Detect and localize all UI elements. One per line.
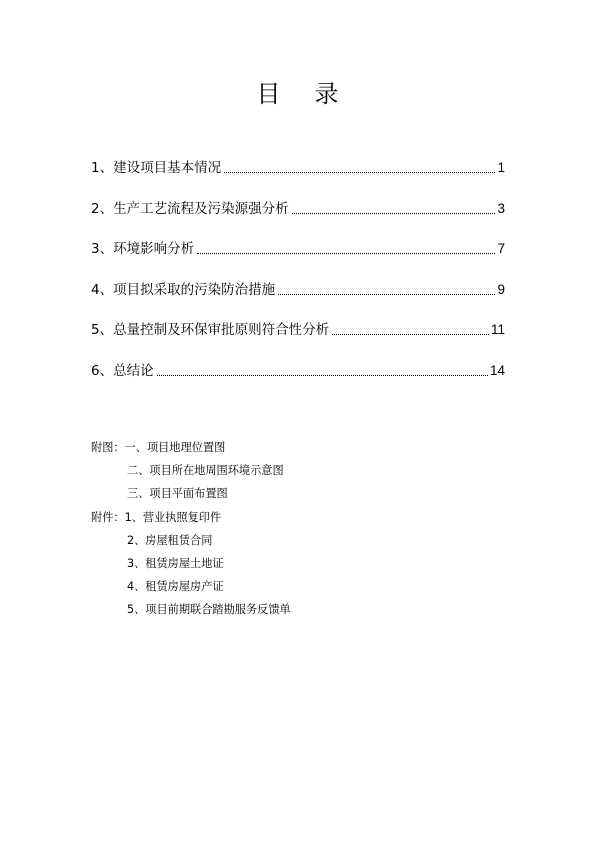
figure-item: 三、项目平面布置图 <box>127 487 228 501</box>
page-title <box>0 78 595 110</box>
toc-entry[interactable] <box>91 280 505 300</box>
title-char-2: 录 <box>314 80 339 108</box>
figure-item: 二、项目所在地周围环境示意图 <box>127 464 284 478</box>
toc-entry[interactable] <box>91 239 505 259</box>
toc-entry-label: 2、生产工艺流程及污染源强分析 <box>91 200 289 217</box>
toc-leader-dots <box>278 294 495 295</box>
table-of-contents <box>91 158 505 401</box>
toc-entry-page: 1 <box>497 160 505 175</box>
toc-entry[interactable] <box>91 361 505 381</box>
toc-entry-page: 3 <box>497 200 505 216</box>
toc-entry-label: 1、建设项目基本情况 <box>91 160 222 176</box>
toc-entry[interactable] <box>91 199 505 219</box>
attachment-item: 4、租赁房屋房产证 <box>127 580 224 594</box>
toc-entry-label: 4、项目拟采取的污染防治措施 <box>91 281 276 298</box>
attachment-item: 5、项目前期联合踏勘服务反馈单 <box>127 603 291 617</box>
toc-entry-page: 7 <box>497 241 505 256</box>
toc-leader-dots <box>157 375 488 376</box>
toc-entry[interactable] <box>91 320 505 340</box>
toc-leader-dots <box>332 334 489 335</box>
attachment-item: 3、租赁房屋土地证 <box>127 556 224 570</box>
toc-leader-dots <box>197 253 495 254</box>
appendix-list <box>91 440 511 626</box>
title-char-1: 目 <box>256 80 281 108</box>
toc-entry[interactable] <box>91 158 505 178</box>
toc-entry-page: 14 <box>489 362 505 378</box>
toc-leader-dots <box>292 213 496 214</box>
figures-heading: 附图：一、项目地理位置图 <box>91 441 226 454</box>
attachment-item: 2、房屋租赁合同 <box>127 533 213 547</box>
toc-leader-dots <box>224 172 495 173</box>
toc-entry-page: 9 <box>497 281 505 297</box>
attachments-heading: 附件：1、营业执照复印件 <box>91 510 222 524</box>
toc-entry-label: 6、总结论 <box>91 362 154 379</box>
toc-entry-label: 5、总量控制及环保审批原则符合性分析 <box>91 322 330 338</box>
toc-entry-label: 3、环境影响分析 <box>91 241 195 257</box>
toc-entry-page: 11 <box>490 322 505 337</box>
